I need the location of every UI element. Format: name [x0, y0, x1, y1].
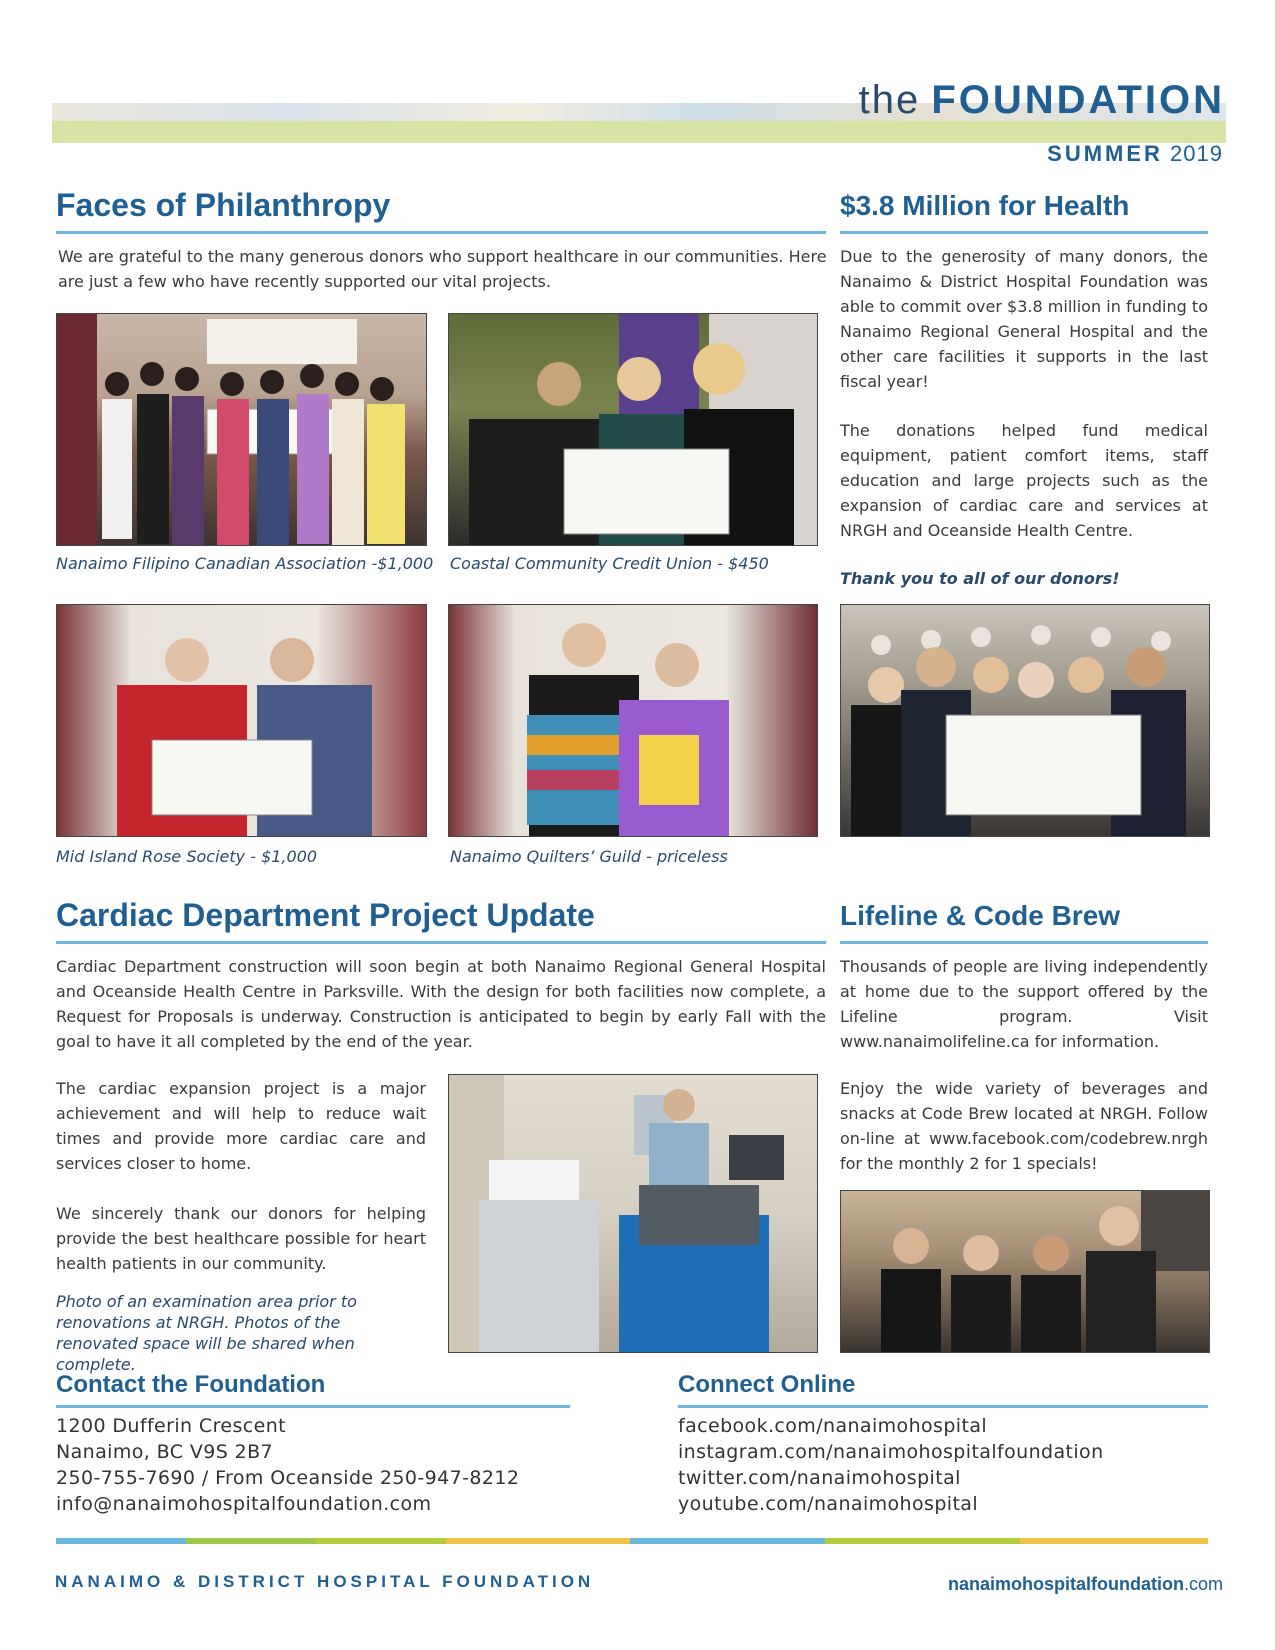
- contact-email-link[interactable]: info@nanaimohospitalfoundation.com: [56, 1493, 432, 1515]
- faces-heading: Faces of Philanthropy: [56, 187, 391, 223]
- connect-links: [678, 1413, 1104, 1517]
- million-rule: [840, 231, 1208, 234]
- photo-gala-cheque: [840, 604, 1210, 837]
- contact-address-city: Nanaimo, BC V9S 2B7: [56, 1441, 274, 1463]
- masthead-the: the: [858, 78, 921, 122]
- cardiac-photo-note: Photo of an examination area prior to renovations at NRGH. Photos of the renovated space will be shared when complete.: [56, 1292, 357, 1374]
- quilt-donation-illustration: [449, 605, 817, 836]
- contact-phone: 250-755-7690 / From Oceanside 250-947-8212: [56, 1467, 520, 1489]
- lifeline-rule: [840, 941, 1208, 944]
- photo-exam-area: [448, 1074, 818, 1353]
- cardiac-paragraph-1: Cardiac Department construction will soon begin at both Nanaimo Regional General Hospital and Oceanside Health Centre in Parksville. With the design for both facilities now complete, a Request for Proposals is underway. Construction is anticipated to begin by early Fall with the goal to have it all completed by the end of the year.: [56, 957, 826, 1051]
- masthead-title: [859, 76, 1225, 124]
- issue-year: 2019: [1170, 141, 1223, 166]
- contact-block: [56, 1413, 519, 1517]
- footer-bar-green-1: [186, 1538, 316, 1544]
- million-paragraph-2: The donations helped fund medical equipment, patient comfort items, staff education and large projects such as the expansion of cardiac care and services at NRGH and Oceanside Health Centre.: [840, 421, 1208, 540]
- contact-address-street: 1200 Dufferin Crescent: [56, 1415, 286, 1437]
- footer-website-domain: nanaimohospitalfoundation: [947, 1574, 1184, 1594]
- footer-bar-lime-1: [316, 1538, 446, 1544]
- footer-website-link[interactable]: [948, 1574, 1223, 1595]
- footer-bar-blue-2: [630, 1538, 825, 1544]
- twitter-link[interactable]: twitter.com/nanaimohospital: [678, 1467, 961, 1489]
- million-paragraph-1: Due to the generosity of many donors, the Nanaimo & District Hospital Foundation was able to commit over $3.8 million in funding to Nanaimo Regional General Hospital and the other care facilities it supports in the last fiscal year!: [840, 247, 1208, 391]
- header-green-band: [52, 121, 1226, 143]
- staff-group-illustration: [841, 1191, 1209, 1352]
- issue-date: [1047, 141, 1223, 167]
- facebook-link[interactable]: facebook.com/nanaimohospital: [678, 1415, 988, 1437]
- cardiac-paragraph-2: The cardiac expansion project is a major achievement and will help to reduce wait times and provide more cardiac care and services closer to home.: [56, 1079, 426, 1173]
- footer-bar-yellow-2: [1020, 1538, 1208, 1544]
- youtube-link[interactable]: youtube.com/nanaimohospital: [678, 1493, 979, 1515]
- footer-website-tld: .com: [1183, 1574, 1223, 1594]
- contact-rule: [56, 1405, 570, 1408]
- group-photo-illustration: [57, 314, 426, 545]
- cardiac-paragraph-3: We sincerely thank our donors for helping provide the best healthcare possible for heart health patients in our community.: [56, 1204, 426, 1273]
- faces-rule: [56, 231, 826, 234]
- photo-filipino-association: [56, 313, 427, 546]
- caption-credit-union: Coastal Community Credit Union - $450: [450, 554, 769, 573]
- codebrew-paragraph: Enjoy the wide variety of beverages and snacks at Code Brew located at NRGH. Follow on-line at www.facebook.com/codebrew.nrgh for the monthly 2 for 1 specials!: [840, 1079, 1208, 1173]
- footer-bar-lime-2: [825, 1538, 1020, 1544]
- footer-bar-blue-1: [56, 1538, 186, 1544]
- issue-season: SUMMER: [1047, 141, 1163, 166]
- photo-credit-union: [448, 313, 818, 546]
- caption-quilters-guild: Nanaimo Quilters’ Guild - priceless: [450, 847, 728, 866]
- photo-code-brew-staff: [840, 1190, 1210, 1353]
- cardiac-heading: Cardiac Department Project Update: [56, 897, 595, 933]
- cheque-presentation-illustration: [57, 605, 426, 836]
- lifeline-paragraph-1: Thousands of people are living independently at home due to the support offered by the Lifeline program. Visit www.nanaimolifeline.ca for information.: [840, 957, 1208, 1051]
- photo-quilters-guild: [448, 604, 818, 837]
- caption-filipino-association: Nanaimo Filipino Canadian Association -$1,000: [56, 554, 434, 573]
- connect-heading: Connect Online: [678, 1371, 856, 1398]
- footer-bar-yellow-1: [446, 1538, 630, 1544]
- exam-room-illustration: [449, 1075, 817, 1352]
- instagram-link[interactable]: instagram.com/nanaimohospitalfoundation: [678, 1441, 1104, 1463]
- cheque-presentation-illustration: [449, 314, 817, 545]
- gala-cheque-illustration: [841, 605, 1209, 836]
- million-heading: $3.8 Million for Health: [840, 190, 1130, 221]
- contact-heading: Contact the Foundation: [56, 1371, 326, 1398]
- million-thanks: Thank you to all of our donors!: [840, 569, 1120, 588]
- lifeline-heading: Lifeline & Code Brew: [840, 900, 1121, 931]
- masthead-foundation: FOUNDATION: [931, 78, 1225, 122]
- faces-intro: We are grateful to the many generous donors who support healthcare in our communities. Here are just a few who have recently supported our vital projects.: [58, 247, 827, 291]
- connect-rule: [678, 1405, 1208, 1408]
- photo-rose-society: [56, 604, 427, 837]
- footer-org-name: NANAIMO & DISTRICT HOSPITAL FOUNDATION: [55, 1572, 595, 1591]
- cardiac-rule: [56, 941, 826, 944]
- caption-rose-society: Mid Island Rose Society - $1,000: [56, 847, 318, 866]
